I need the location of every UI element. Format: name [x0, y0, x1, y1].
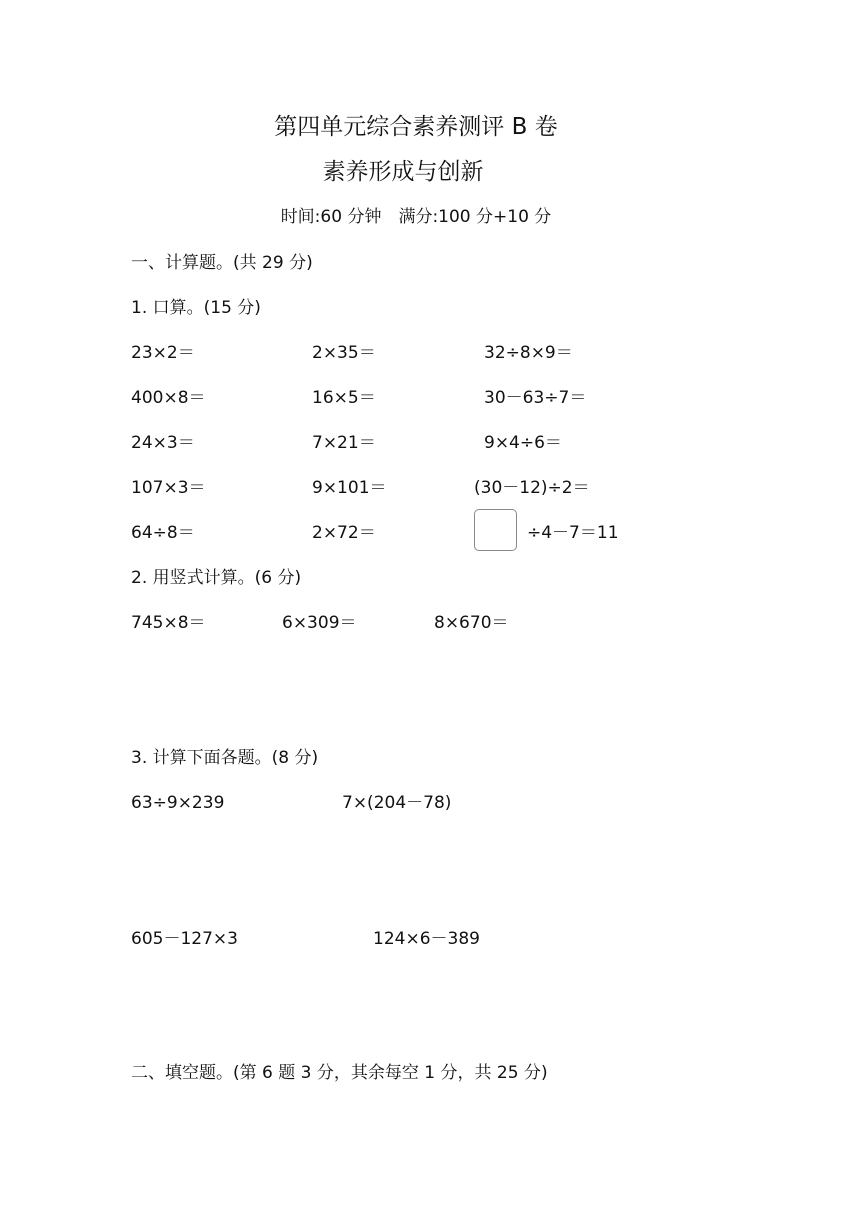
q1-label: 1. 口算。(15 分) [131, 298, 261, 318]
q1-item: 24×3＝ [131, 433, 195, 453]
section1-heading: 一、计算题。(共 29 分) [131, 253, 313, 273]
q1-item: 16×5＝ [312, 388, 376, 408]
section2-heading: 二、填空题。(第 6 题 3 分，其余每空 1 分，共 25 分) [131, 1063, 548, 1083]
q2-item: 8×670＝ [434, 613, 509, 633]
q1-item: ÷4－7＝11 [527, 523, 619, 543]
q1-item: 107×3＝ [131, 478, 206, 498]
q1-item: 32÷8×9＝ [484, 343, 573, 363]
page-title: 第四单元综合素养测评 B 卷 [274, 114, 558, 140]
exam-meta: 时间:60 分钟 满分:100 分+10 分 [280, 207, 552, 227]
q2-label: 2. 用竖式计算。(6 分) [131, 568, 302, 588]
q3-item: 124×6－389 [373, 929, 480, 949]
q1-item: 7×21＝ [312, 433, 376, 453]
q1-item: 30－63÷7＝ [484, 388, 587, 408]
q2-item: 745×8＝ [131, 613, 206, 633]
q1-item: 2×35＝ [312, 343, 376, 363]
q3-label: 3. 计算下面各题。(8 分) [131, 748, 319, 768]
answer-box[interactable] [474, 509, 517, 551]
q1-item: 9×4÷6＝ [484, 433, 562, 453]
q3-item: 63÷9×239 [131, 793, 225, 813]
q1-item: 9×101＝ [312, 478, 387, 498]
q1-item: 2×72＝ [312, 523, 376, 543]
q1-item: 23×2＝ [131, 343, 195, 363]
q1-item: 64÷8＝ [131, 523, 195, 543]
q1-item: 400×8＝ [131, 388, 206, 408]
q3-item: 605－127×3 [131, 929, 238, 949]
q1-item: (30－12)÷2＝ [474, 478, 590, 498]
q3-item: 7×(204－78) [342, 793, 452, 813]
q2-item: 6×309＝ [282, 613, 357, 633]
page-subtitle: 素养形成与创新 [322, 159, 484, 185]
